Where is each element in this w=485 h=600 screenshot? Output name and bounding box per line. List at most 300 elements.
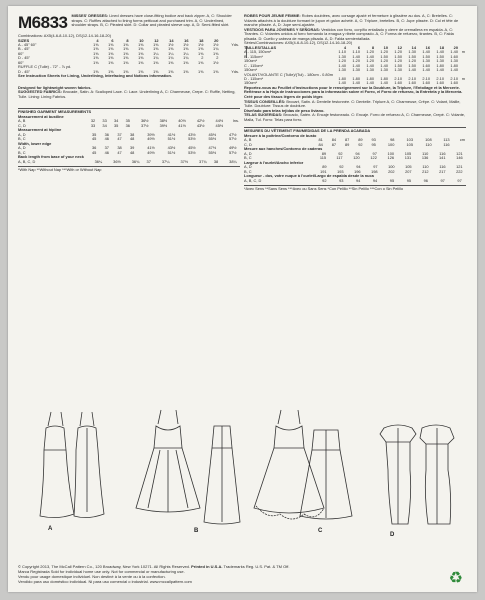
- table-cell: 1.20: [380, 58, 388, 64]
- table-cell: 18: [439, 44, 444, 50]
- table-cell: 1⅜: [93, 42, 99, 47]
- row-label: A, D: [18, 131, 26, 137]
- table-cell: 1⅜: [213, 50, 219, 56]
- table-cell: 32: [90, 118, 96, 124]
- table-cell: 1⅝: [93, 46, 99, 52]
- table-cell: 1.80: [366, 76, 374, 81]
- table-cell: 2.10: [450, 76, 458, 81]
- table-cell: 33: [90, 122, 96, 128]
- table-cell: 1.20: [366, 58, 374, 64]
- table-cell: 1⅝: [93, 55, 99, 61]
- table-cell: 120: [353, 155, 360, 161]
- table-cell: 2.10: [422, 76, 430, 81]
- table-cell: 35: [114, 122, 119, 128]
- table-cell: 1.30: [394, 67, 402, 73]
- back-length-heading: Back length from base of your neck: [18, 154, 84, 160]
- table-cell: Ins.: [232, 118, 239, 124]
- table-cell: 1.20: [366, 49, 374, 55]
- table-cell: 36: [104, 131, 109, 137]
- fr-fabrics-label: TISSUS CONSEILLÉS:: [244, 98, 286, 104]
- table-cell: 55½: [208, 136, 217, 142]
- table-row: [244, 179, 466, 183]
- table-cell: 1⅝: [153, 68, 159, 74]
- table-cell: 84: [318, 141, 323, 147]
- fr-back-heading: Longueur - dos, votre nuque à l'ourlet/Largo de espalda desde la nuca: [244, 173, 374, 179]
- table-cell: 20: [214, 37, 219, 43]
- table-cell: 1.80: [338, 76, 346, 81]
- row-label: SIZES: [18, 37, 30, 43]
- table-cell: 10: [139, 37, 144, 43]
- table-cell: 105: [406, 141, 414, 147]
- table-cell: 105: [405, 164, 412, 170]
- table-cell: 1⅜: [108, 42, 114, 47]
- table-cell: 1.60: [422, 80, 430, 86]
- table-row: [18, 160, 240, 164]
- table-cell: 1⅝: [123, 68, 129, 74]
- view-d-drawing: [380, 425, 454, 524]
- pattern-number: M6833: [18, 13, 68, 32]
- table-cell: 1⅝: [198, 68, 204, 74]
- row-label: D - 115cm*: [244, 76, 264, 81]
- row-label: A, D: [18, 145, 26, 151]
- table-cell: 146: [456, 155, 463, 161]
- table-cell: 100: [387, 141, 395, 147]
- table-cell: 1½: [168, 42, 174, 47]
- table-cell: 84: [331, 137, 337, 143]
- table-cell: 51½: [167, 136, 176, 142]
- table-cell: 1.50: [436, 53, 444, 59]
- row-label: 60": [18, 59, 24, 65]
- table-cell: 37: [146, 158, 151, 164]
- table-cell: 41½: [178, 122, 186, 128]
- table-cell: 212: [422, 168, 429, 174]
- table-cell: 1¾: [153, 55, 159, 61]
- row-label: 150cm*: [244, 58, 258, 64]
- table-cell: 1¼: [168, 50, 174, 56]
- table-cell: 95: [371, 141, 376, 147]
- row-label: B - 115cm*: [244, 53, 263, 59]
- table-cell: 93: [371, 137, 376, 143]
- fr-intro-title: ROBES POUR JEUNE FEMME:: [244, 13, 301, 18]
- trademarks: Trademarks Reg. U.S. Pat. & TM Off.: [223, 564, 290, 569]
- table-cell: 1.50: [380, 53, 388, 59]
- table-cell: 1.60: [436, 80, 444, 86]
- table-cell: 87: [344, 137, 350, 143]
- table-cell: 116: [439, 164, 446, 170]
- table-cell: 1⅝: [168, 68, 174, 74]
- table-cell: 1⅝: [108, 55, 114, 61]
- table-cell: 1⅜: [138, 59, 144, 65]
- table-cell: 14: [411, 44, 416, 50]
- table-cell: 1⅝: [213, 68, 219, 74]
- table-cell: 10: [383, 44, 388, 50]
- table-cell: 116: [443, 141, 450, 147]
- row-label: A, D: [244, 150, 252, 156]
- table-cell: 95: [406, 177, 412, 183]
- width-heading: Width, lower edge: [18, 140, 52, 146]
- table-cell: 1⅝: [153, 46, 159, 52]
- fr-bust-heading: Mesure à la poitrine/Contorno de busto: [244, 132, 317, 138]
- table-cell: 6: [111, 37, 114, 43]
- bust-heading: Measurement at bustline: [18, 113, 64, 119]
- english-column: [18, 14, 240, 173]
- row-label: C - 115cm*: [244, 62, 264, 68]
- table-cell: 44½: [215, 118, 224, 124]
- table-cell: 36½: [113, 158, 121, 164]
- table-cell: 1⅜: [138, 50, 144, 56]
- table-cell: 92: [322, 177, 327, 183]
- row-label: 150cm*: [244, 67, 258, 73]
- table-cell: 1⅜: [93, 59, 99, 65]
- row-label: A, B, C, D: [244, 177, 262, 183]
- table-cell: 39: [130, 145, 135, 151]
- yardage-table: [18, 39, 240, 75]
- table-cell: 94: [356, 164, 361, 170]
- row-label: A - 115, 150cm*: [244, 49, 272, 55]
- table-cell: 1⅜: [108, 50, 114, 56]
- table-cell: 37: [117, 131, 122, 137]
- table-cell: 1.30: [380, 67, 388, 73]
- table-cell: 34: [102, 122, 107, 128]
- table-cell: 100: [387, 150, 395, 156]
- table-cell: 1.10: [338, 49, 346, 55]
- table-cell: 1⅝: [123, 55, 129, 61]
- table-cell: 1⅝: [183, 46, 189, 52]
- table-cell: 46: [104, 136, 109, 142]
- table-cell: 89: [344, 141, 350, 147]
- table-cell: 49½: [147, 136, 155, 142]
- table-cell: 1.40: [380, 80, 388, 86]
- table-cell: 1.30: [338, 67, 346, 73]
- table-cell: 141: [439, 155, 446, 161]
- fr-back-table: [244, 179, 466, 183]
- website: www.mccallpattern.com: [149, 579, 192, 584]
- table-cell: [463, 179, 466, 183]
- table-cell: 117: [336, 155, 343, 161]
- table-cell: 1.40: [436, 49, 444, 55]
- table-cell: 113: [443, 137, 450, 143]
- row-label: TAILLES/TALLAS: [244, 44, 277, 50]
- table-cell: 93: [339, 177, 344, 183]
- view-label-a: A: [48, 526, 53, 532]
- row-label: B - 45": [18, 46, 30, 52]
- table-cell: 1.50: [408, 53, 416, 59]
- table-cell: 207: [405, 168, 412, 174]
- table-cell: 1.50: [408, 62, 416, 68]
- table-cell: 122: [370, 155, 377, 161]
- table-cell: 41½: [167, 131, 176, 137]
- row-label: C, D: [18, 122, 26, 128]
- table-cell: 40½: [178, 118, 186, 124]
- table-cell: 1.60: [408, 80, 416, 86]
- table-cell: 1⅜: [123, 42, 129, 47]
- table-cell: 55½: [208, 149, 217, 155]
- row-label: B, C: [244, 168, 252, 174]
- table-cell: 39½: [159, 122, 168, 128]
- table-cell: 1.40: [450, 49, 458, 55]
- table-cell: 121: [456, 164, 463, 170]
- table-cell: 97: [457, 177, 462, 183]
- table-cell: 4: [343, 44, 346, 50]
- table-cell: 1.30: [450, 58, 458, 64]
- table-cell: 38: [117, 145, 122, 151]
- table-cell: 116: [439, 150, 446, 156]
- table-cell: 6: [357, 44, 360, 50]
- table-cell: 49½: [228, 145, 237, 151]
- table-cell: 1.20: [352, 58, 360, 64]
- table-cell: 1½: [213, 59, 219, 65]
- table-cell: 1⅝: [108, 68, 114, 74]
- suggested-fabrics: Brocade, Satin. A: Scalloped Lace. C: Lace. Underlining A, C: Charmeuse, Crepe. C: Ruffle, Netting, Tulle. Lining: Lining Fabrics.: [18, 89, 236, 99]
- view-c-drawing: [254, 410, 352, 519]
- view-label-b: B: [194, 528, 199, 534]
- table-cell: 1.40: [450, 67, 458, 73]
- french-spanish-column: [244, 14, 466, 192]
- hip-table: [18, 133, 240, 142]
- table-cell: 89: [321, 150, 327, 156]
- table-cell: 34: [114, 118, 119, 124]
- view-label-d: D: [390, 532, 395, 538]
- suggested-fabrics-label: SUGGESTED FABRICS:: [18, 89, 62, 95]
- technical-drawings: [18, 404, 468, 554]
- table-cell: 8: [371, 44, 374, 50]
- table-cell: 16: [184, 37, 189, 43]
- instruction-note: See Instruction Sheets for Lining, Underlining, Interfacing and Notions information.: [18, 73, 172, 79]
- table-cell: 45½: [215, 122, 224, 128]
- row-label: A, B: [244, 137, 252, 143]
- table-cell: 38: [130, 131, 135, 137]
- table-cell: 1⅝: [183, 68, 189, 74]
- table-cell: [238, 160, 240, 164]
- table-cell: 14: [169, 37, 174, 43]
- row-label: VOLANT/VOLANTE C (Tulle)/(Tul) - 180cm - 0.80m: [244, 71, 333, 77]
- table-cell: 1⅜: [168, 59, 174, 65]
- pattern-envelope-back: [8, 6, 477, 592]
- table-cell: 1⅜: [93, 50, 99, 56]
- es-note: Refiérase a la Hoja de Instrucciones para la información sobre el Forro, el Forro de refuerzo, la Entretela y la Mercería.: [244, 89, 463, 95]
- table-cell: 1.20: [394, 58, 402, 64]
- combinations: Combinations: AX5(4-6-8-10-12), DS(12-14-16-18-20): [18, 33, 111, 38]
- table-cell: 1.60: [422, 62, 430, 68]
- table-cell: 45½: [208, 131, 217, 137]
- fr-designed: Créé pour des tissus légers de poids léger.: [244, 94, 324, 99]
- table-cell: 47: [117, 136, 122, 142]
- table-cell: 38: [213, 158, 219, 164]
- table-cell: 1.40: [366, 62, 374, 68]
- table-cell: 1⅜: [123, 59, 129, 65]
- table-cell: 96: [423, 177, 428, 183]
- table-cell: 2.10: [436, 76, 444, 81]
- hip-heading: Measurement at hipline: [18, 127, 62, 133]
- table-cell: 18: [199, 37, 204, 43]
- table-cell: 1.40: [436, 67, 444, 73]
- table-cell: 2.10: [394, 76, 402, 81]
- fr-finished-title: MESURES DU VÊTEMENT FINI/MEDIDAS DE LA PRENDA ACABADA: [244, 127, 466, 134]
- table-cell: 1.20: [408, 58, 416, 64]
- printed-in: Printed in U.S.A.: [191, 564, 223, 569]
- view-b-drawing: [136, 410, 240, 524]
- fr-nap-note: *Avec Sens **Sans Sens ***Avec ou Sans Sens *Con Pelillo **Sin Pelillo ***Con o Sin Pelillo: [244, 186, 404, 192]
- table-cell: 1.20: [380, 49, 388, 55]
- view-a-drawing: [40, 412, 104, 518]
- table-cell: 217: [439, 168, 446, 174]
- table-cell: 1.30: [422, 58, 430, 64]
- table-cell: 36: [91, 145, 97, 151]
- table-cell: 87: [331, 141, 337, 147]
- sold-note: Sold for individual home use only. Not for commercial or manufacturing use.: [50, 569, 185, 574]
- table-cell: 110: [422, 164, 429, 170]
- table-cell: 1.80: [436, 62, 444, 68]
- row-label: A, B, C, D: [18, 158, 36, 164]
- table-cell: 131: [404, 155, 412, 161]
- table-cell: 121: [456, 150, 463, 156]
- table-cell: 92: [339, 164, 344, 170]
- table-cell: 39½: [147, 131, 155, 137]
- table-cell: 136: [421, 155, 429, 161]
- table-cell: 100: [388, 164, 395, 170]
- table-cell: 12: [397, 44, 402, 50]
- table-cell: 48: [130, 136, 135, 142]
- table-cell: 37¼: [161, 158, 170, 164]
- table-cell: 89: [322, 164, 327, 170]
- table-cell: 35: [91, 131, 97, 137]
- table-cell: 1.40: [422, 67, 430, 73]
- table-cell: 46: [104, 149, 109, 155]
- table-cell: 108: [425, 137, 432, 143]
- table-cell: 1.50: [394, 53, 402, 59]
- table-cell: 47½: [228, 131, 237, 137]
- table-cell: 1.40: [352, 62, 360, 68]
- table-cell: 110: [422, 150, 429, 156]
- table-cell: 1½: [198, 42, 204, 47]
- es-intro-title: VESTIDOS PARA JÓVENES Y SEÑORAS:: [244, 26, 320, 32]
- table-cell: 105: [404, 150, 412, 156]
- table-cell: 1⅜: [198, 59, 204, 65]
- table-cell: 42½: [196, 118, 205, 124]
- nap-note: *With Nap **Without Nap ***With or Without Nap: [18, 167, 102, 173]
- table-cell: 1.30: [366, 67, 374, 73]
- table-cell: Yds.: [231, 68, 239, 74]
- table-cell: 1⅝: [138, 68, 144, 74]
- table-cell: 115: [319, 155, 327, 161]
- table-cell: 1.30: [408, 49, 416, 55]
- table-cell: 1.40: [352, 53, 360, 59]
- table-cell: 1.40: [366, 53, 374, 59]
- fr-fabrics: Brocart, Satin. A: Dentelle festonnée. C: Dentelle. Triplure A, C: Charmeuse, Crêpe. C: Volant, Maille, Tulle. Doublure: Tissus de doublure.: [244, 98, 461, 109]
- fr-yardage-table: [244, 46, 466, 86]
- table-cell: 37¾: [199, 158, 207, 164]
- table-cell: 1⅜: [123, 50, 129, 56]
- table-cell: 1⅝: [198, 46, 204, 52]
- es-designed: Diseñado para telas tejidas de peso liviano.: [244, 107, 325, 113]
- table-cell: 8: [126, 37, 129, 43]
- table-cell: 1.60: [450, 80, 458, 86]
- table-cell: 45½: [188, 145, 196, 151]
- table-cell: 94: [372, 177, 378, 183]
- row-label: C, D: [244, 141, 252, 147]
- table-cell: 1⅝: [138, 55, 144, 61]
- table-cell: 1⅜: [108, 59, 114, 65]
- table-cell: 1.30: [352, 67, 360, 73]
- table-cell: 35: [125, 118, 130, 124]
- row-label: 60": [18, 50, 24, 56]
- table-cell: 2: [201, 55, 204, 61]
- table-cell: 110: [425, 141, 432, 147]
- table-cell: 38¼: [229, 158, 237, 164]
- intro-title: MISSES' DRESSES:: [71, 13, 109, 18]
- table-cell: 191: [320, 168, 327, 174]
- es-intro-text: Vestidos con forro, corpiño entallado y cierre de cremallera en espalda. A, C: Tirantes. C: Volantes unidos al forro formando la enagua y ribete comprado. A, C: Forma de refuerzo, tirantes. B, C: Falda plisada. D: Cuello y cabeza de manga plisada. A, D: Falda semientallada.: [244, 26, 454, 41]
- table-cell: 1⅜: [153, 42, 159, 47]
- table-cell: 1⅜: [198, 50, 204, 56]
- row-label: A - 45" 60": [18, 42, 37, 47]
- fr-intro-text: Robes doublées, avec corsage ajusté et fermeture à glissière au dos. A, C: Bretelles. C: Volants attachés à la doublure formant le jupon et galon acheté. A, C: Triplure, bretelles. B, C: Jupe plissée. D: Col et tête de manche plissée. A, D: Jupe semi-ajustée.: [244, 13, 459, 28]
- table-cell: 36¾: [131, 158, 140, 164]
- table-cell: cm: [459, 137, 465, 143]
- row-label: RUFFLE C (Tulle) - 72" - ⅞ yd.: [18, 64, 72, 70]
- back-length-table: [18, 160, 240, 164]
- table-cell: 1.40: [352, 80, 360, 86]
- table-cell: 1.60: [394, 80, 402, 86]
- table-cell: 1⅝: [138, 46, 144, 52]
- table-cell: 4: [96, 37, 99, 43]
- table-cell: 1.20: [338, 58, 346, 64]
- table-cell: 1⅜: [138, 42, 144, 47]
- table-cell: 81: [318, 137, 323, 143]
- table-cell: 57½: [228, 149, 237, 155]
- row-label: B, C: [244, 155, 252, 161]
- row-label: D - 45": [18, 55, 30, 61]
- table-cell: 43½: [188, 131, 196, 137]
- fr-note: Reportez-vous au Feuillet d'instructions pour le renseignement sur la Doublure, la Triplure, l'Entoilage et la Mercerie.: [244, 84, 460, 90]
- table-cell: 1.80: [352, 76, 360, 81]
- table-cell: 1.20: [394, 49, 402, 55]
- table-cell: 1¾: [213, 46, 219, 52]
- table-cell: 43½: [196, 122, 205, 128]
- table-cell: 16: [425, 44, 430, 50]
- table-cell: 97: [440, 177, 445, 183]
- table-cell: 95: [389, 177, 395, 183]
- table-cell: 1.10: [352, 49, 360, 55]
- fr-hip-heading: Mesure aux hanches/Contorno de caderas: [244, 146, 323, 152]
- table-cell: 43½: [167, 145, 176, 151]
- marca-registrada: Marca Registrada: [18, 569, 50, 574]
- es-fabrics-label: TELAS SUGERIDAS:: [244, 112, 283, 118]
- table-cell: 1½: [183, 42, 189, 47]
- table-cell: 36½: [140, 118, 149, 124]
- row-label: B, C: [18, 149, 26, 155]
- finished-measurements-title: FINISHED GARMENT MEASUREMENTS: [18, 108, 240, 115]
- table-cell: 45: [91, 136, 97, 142]
- table-cell: 38½: [159, 118, 168, 124]
- table-cell: 97: [372, 150, 377, 156]
- table-cell: 1.40: [366, 80, 374, 86]
- table-cell: Yds.: [231, 42, 239, 47]
- table-cell: 1.40: [338, 62, 346, 68]
- row-label: A, D: [244, 164, 252, 170]
- intro-text: Lined dresses have close-fitting bodice and back zipper. A, C: Shoulder straps. C: Ruffles attached to lining forms petticoat and purchased trim. A, C: Underlined, shoulder straps. B, C: Pleated skirt. D: Collar and pleated sleeve cap. A, D: Semi-fitted skirt.: [71, 13, 232, 28]
- table-cell: 193: [337, 168, 344, 174]
- table-cell: 53½: [188, 149, 196, 155]
- table-cell: 1¾: [183, 55, 189, 61]
- table-cell: 12: [154, 37, 159, 43]
- table-cell: 2: [216, 55, 219, 61]
- table-cell: 49½: [147, 149, 155, 155]
- vendido-note: Vendido para uso doméstico individual. Ni para uso comercial o industrial.: [18, 579, 149, 584]
- recycle-icon: ♻: [448, 570, 463, 587]
- row-label: D - 45": [18, 68, 30, 74]
- table-cell: 53½: [188, 136, 196, 142]
